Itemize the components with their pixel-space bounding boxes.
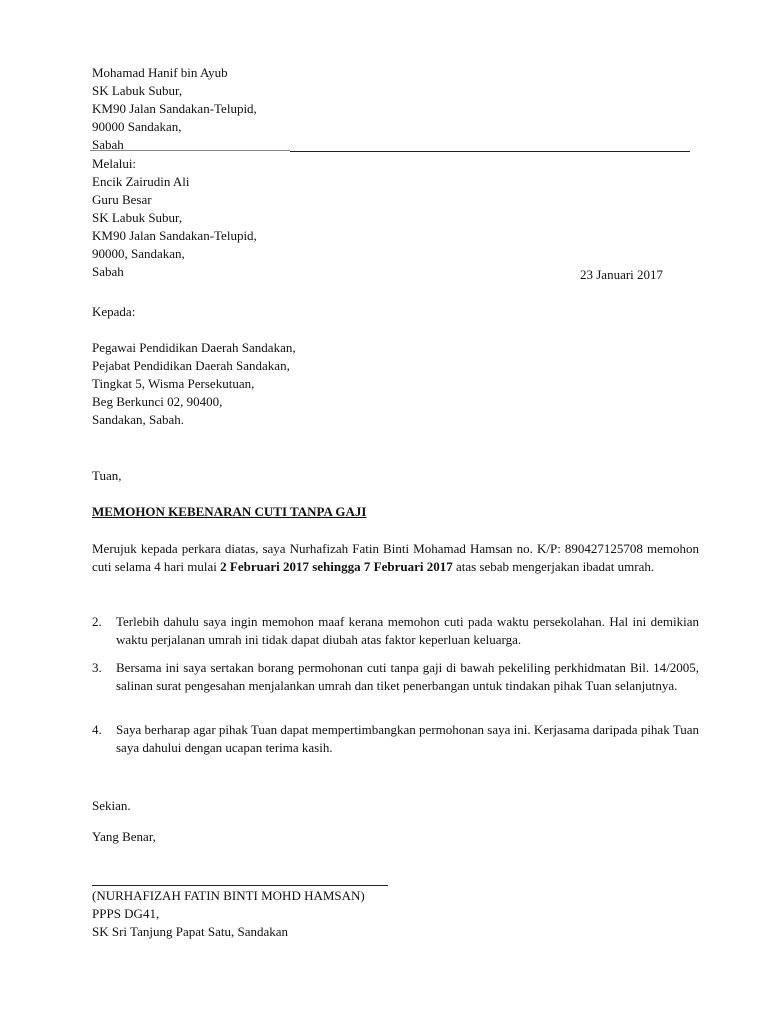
via-street: KM90 Jalan Sandakan-Telupid, <box>92 228 257 243</box>
via-name: Encik Zairudin Ali <box>92 174 190 189</box>
recipient-line: Pejabat Pendidikan Daerah Sandakan, <box>92 358 290 373</box>
separator-rule-left <box>90 150 290 151</box>
recipient-address <box>92 339 700 429</box>
paragraph-4-number: 4. <box>92 722 102 737</box>
closing-sekian: Sekian. <box>92 798 131 813</box>
paragraph-4 <box>92 721 699 757</box>
recipient-line: Pegawai Pendidikan Daerah Sandakan, <box>92 340 296 355</box>
via-city: 90000, Sandakan, <box>92 246 185 261</box>
via-state: Sabah <box>92 264 124 279</box>
signatory-school: SK Sri Tanjung Papat Satu, Sandakan <box>92 924 289 939</box>
closing-yang-benar: Yang Benar, <box>92 829 156 844</box>
paragraph-3-text: Bersama ini saya sertakan borang permohonan cuti tanpa gaji di bawah pekeliling perkhidmatan Bil. 14/2005, salinan surat pengesahan menjalankan umrah dan tiket penerbangan untuk tindakan pihak Tuan selanjutnya. <box>116 660 699 693</box>
paragraph-1 <box>92 540 699 576</box>
sender-school: SK Labuk Subur, <box>92 83 183 98</box>
paragraph-2-text: Terlebih dahulu saya ingin memohon maaf kerana memohon cuti pada waktu persekolahan. Hal ini demikian waktu perjalanan umrah ini tidak dapat diubah atas faktor keperluan keluarga. <box>116 614 699 647</box>
recipient-label: Kepada: <box>92 304 136 319</box>
subject-heading: MEMOHON KEBENARAN CUTI TANPA GAJI <box>92 504 367 519</box>
paragraph-1-reason: atas sebab mengerjakan ibadat umrah. <box>452 559 655 574</box>
sender-street: KM90 Jalan Sandakan-Telupid, <box>92 101 257 116</box>
via-label: Melalui: <box>92 156 137 171</box>
recipient-line: Tingkat 5, Wisma Persekutuan, <box>92 376 255 391</box>
paragraph-2-number: 2. <box>92 614 102 629</box>
paragraph-3-number: 3. <box>92 660 102 675</box>
separator-rule <box>290 151 690 152</box>
signatory-grade: PPPS DG41, <box>92 906 160 921</box>
sender-name: Mohamad Hanif bin Ayub <box>92 65 228 80</box>
sender-state: Sabah <box>92 137 124 152</box>
signature-line <box>92 885 388 886</box>
signature-block <box>92 887 700 941</box>
signatory-name: (NURHAFIZAH FATIN BINTI MOHD HAMSAN) <box>92 888 365 903</box>
paragraph-4-text: Saya berharap agar pihak Tuan dapat mempertimbangkan permohonan saya ini. Kerjasama daripada pihak Tuan saya dahului dengan ucapan terima kasih. <box>116 722 699 755</box>
letter-date: 23 Januari 2017 <box>580 267 664 282</box>
paragraph-3 <box>92 659 699 695</box>
paragraph-1-text: Merujuk kepada perkara diatas, saya Nurhafizah Fatin Binti Mohamad Hamsan no. K/P: 890427125708 memohon cuti selama 4 hari mulai <box>92 541 699 574</box>
salutation: Tuan, <box>92 468 122 483</box>
paragraph-1-dates: 2 Februari 2017 sehingga 7 Februari 2017 <box>220 559 453 574</box>
paragraph-2 <box>92 613 699 649</box>
sender-address <box>92 64 700 154</box>
recipient-line: Sandakan, Sabah. <box>92 412 185 427</box>
via-position: Guru Besar <box>92 192 152 207</box>
recipient-line: Beg Berkunci 02, 90400, <box>92 394 223 409</box>
via-address <box>92 155 700 281</box>
via-school: SK Labuk Subur, <box>92 210 183 225</box>
sender-city: 90000 Sandakan, <box>92 119 182 134</box>
